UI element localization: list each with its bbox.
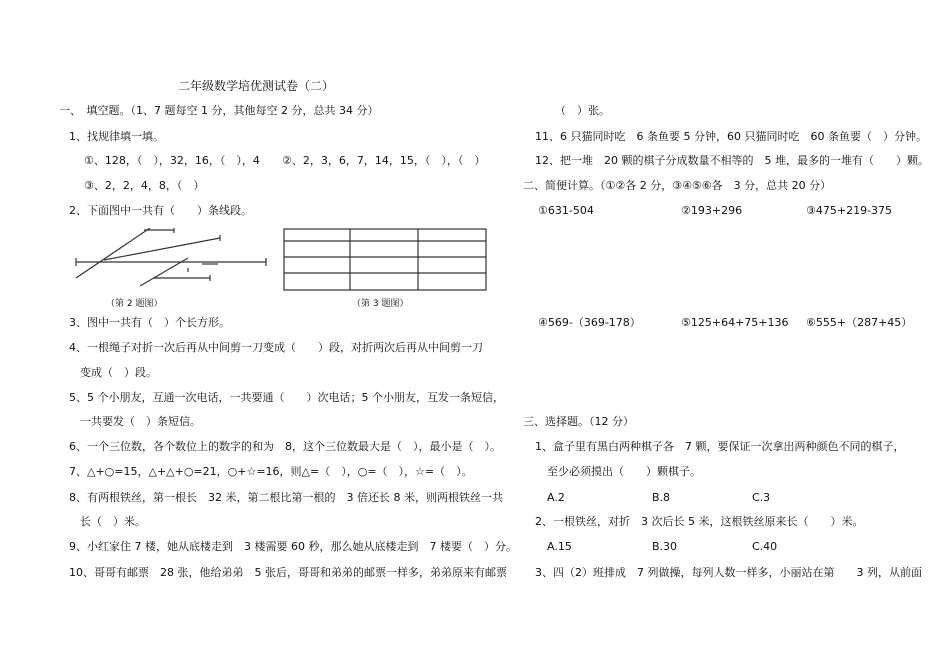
question-4: 4、一根绳子对折一次后再从中间剪一刀变成（ ）段，对折两次后再从中间剪一刀	[69, 341, 483, 354]
section-3-heading: 三、选择题。（12 分）	[523, 415, 634, 428]
calc-2: ②193+296	[681, 204, 743, 217]
calc-1: ①631-504	[538, 204, 594, 217]
question-9: 9、小红家住 7 楼，她从底楼走到 3 楼需要 60 秒，那么她从底楼走到 7 楼要（ ）分。	[69, 540, 517, 553]
figure-2-caption: （第 2 题图）	[106, 299, 163, 309]
section-2-heading: 二、简便计算。（①②各 2 分，③④⑤⑥各 3 分，总共 20 分）	[523, 179, 832, 192]
rectangles-figure	[282, 228, 488, 292]
choice-2-option-b: B.30	[652, 540, 678, 553]
choice-1-cont: 至少必须摸出（ ）颗棋子。	[547, 465, 701, 478]
calc-5: ⑤125+64+75+136	[681, 316, 789, 329]
question-5-cont: 一共要发（ ）条短信。	[80, 415, 201, 428]
section-1-heading: 一、 填空题。（1、7 题每空 1 分，其他每空 2 分，总共 34 分）	[59, 104, 379, 117]
choice-1-option-c: C.3	[752, 491, 771, 504]
figure-3-caption: （第 3 题图）	[352, 299, 409, 309]
question-10-cont: （ ）张。	[555, 104, 610, 117]
calc-6: ⑥555+（287+45）	[806, 316, 913, 329]
question-8: 8、有两根铁丝，第一根长 32 米，第二根比第一根的 3 倍还长 8 米，则两根铁丝一共	[69, 491, 503, 504]
segments-figure	[70, 228, 270, 304]
question-12: 12、把一堆 20 颗的棋子分成数量不相等的 5 堆，最多的一堆有（ ）颗。	[535, 154, 929, 167]
question-5: 5、5 个小朋友，互通一次电话，一共要通（ ）次电话；5 个小朋友，互发一条短信，	[69, 391, 504, 404]
question-2: 2、下面图中一共有（ ）条线段。	[69, 204, 252, 217]
page-title: 二年级数学培优测试卷（二）	[178, 79, 335, 93]
question-11: 11、6 只猫同时吃 6 条鱼要 5 分钟，60 只猫同时吃 60 条鱼要（ ）分钟。	[535, 130, 927, 143]
calc-4: ④569-（369-178）	[538, 316, 641, 329]
question-1a: ①、128，（ ），32，16，（ ），4	[84, 154, 260, 167]
question-8-cont: 长（ ）米。	[80, 515, 146, 528]
choice-1-option-a: A.2	[547, 491, 565, 504]
question-6: 6、一个三位数，各个数位上的数字的和为 8，这个三位数最大是（ ），最小是（ ）。	[69, 440, 501, 453]
question-4-cont: 变成（ ）段。	[80, 366, 157, 379]
question-1: 1、找规律填一填。	[69, 130, 164, 143]
question-7: 7、△+○=15，△+△+○=21，○+☆=16，则△=（ ），○=（ ），☆=（ ）。	[69, 465, 473, 478]
choice-2-option-c: C.40	[752, 540, 778, 553]
choice-2: 2、一根铁丝，对折 3 次后长 5 米，这根铁丝原来长（ ）米。	[535, 515, 864, 528]
calc-3: ③475+219-375	[806, 204, 893, 217]
question-1c: ③、2，2，4，8，（ ）	[84, 179, 205, 192]
choice-1-option-b: B.8	[652, 491, 671, 504]
question-3: 3、图中一共有（ ）个长方形。	[69, 316, 230, 329]
choice-3: 3、四（2）班排成 7 列做操，每列人数一样多，小丽站在第 3 列，从前面	[535, 566, 922, 579]
question-10: 10、哥哥有邮票 28 张，他给弟弟 5 张后，哥哥和弟弟的邮票一样多，弟弟原来有邮票	[69, 566, 507, 579]
question-1b: ②、2，3，6，7，14，15，（ ），（ ）	[282, 154, 486, 167]
choice-2-option-a: A.15	[547, 540, 572, 553]
choice-1: 1、盒子里有黑白两种棋子各 7 颗，要保证一次拿出两种颜色不同的棋子，	[535, 440, 905, 453]
